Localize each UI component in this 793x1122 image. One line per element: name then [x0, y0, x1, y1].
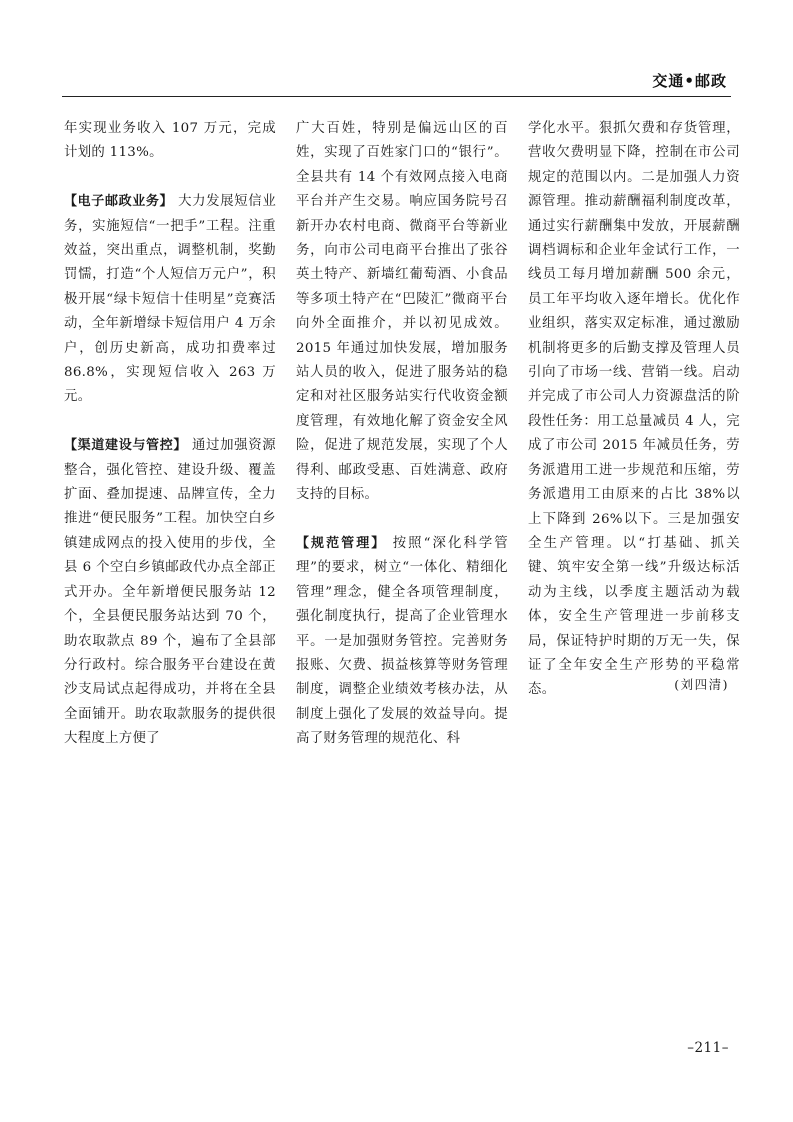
paragraph: [528, 117, 740, 703]
paragraph-text: 大力发展短信业务，实施短信“一把手”工程。注重效益，突出重点，调整机制，奖勤罚懦，打造“个人短信万元户”，积极开展“绿卡短信十佳明星”竞赛活动，全年新增绿卡短信用户 4 万余户，创历史新高，成功扣费率过 86.8%，实现短信收入 263 万元。: [64, 194, 277, 405]
header-divider: [62, 96, 731, 97]
page-number: –211–: [687, 1040, 729, 1056]
paragraph: [64, 434, 276, 751]
paragraph: [296, 117, 508, 508]
text-column-3: [528, 117, 740, 703]
text-column-2: [296, 117, 508, 752]
paragraph-text: 通过加强资源整合，强化管控、建设升级、覆盖扩面、叠加提速、品牌宣传，全力推进“便民服务”工程。加快空白乡镇建成网点的投入使用的步伐，全县 6 个空白乡镇邮政代办点全部正式开办。全年新增便民服务站 12 个，全县便民服务站达到 70 个，助农取款点 89 个，遍布了全县部分行政村。综合服务平台建设在黄沙支局试点起得成功，并将在全县全面铺开。助农取款服务的提供很大程度上方便了: [64, 438, 276, 747]
paragraph-text: 年实现业务收入 107 万元，完成计划的 113%。: [64, 121, 276, 161]
paragraph-text: 广大百姓，特别是偏远山区的百姓，实现了百姓家门口的“银行”。全县共有 14 个有效网点接入电商平台并产生交易。响应国务院号召新开办农村电商、微商平台等新业务，向市公司电商平台推出了张谷英土特产、新墙红葡萄酒、小食品等多项土特产在“巴陵汇”微商平台向外全面推介，并以初见成效。2015 年通过加快发展，增加服务站人员的收入，促进了服务站的稳定和对社区服务站实行代收资金额度管理，有效地化解了资金安全风险，促进了规范发展，实现了个人得利、邮政受惠、百姓满意、政府支持的目标。: [296, 121, 508, 503]
paragraph: [64, 190, 276, 410]
paragraph-text: 按照“深化科学管理”的要求，树立“一体化、精细化管理”理念，健全各项管理制度，强化制度执行，提高了企业管理水平。一是加强财务管控。完善财务报账、欠费、损益核算等财务管理制度，调整企业绩效考核办法，从制度上强化了发展的效益导向。提高了财务管理的规范化、科: [296, 535, 508, 747]
paragraph: [64, 117, 276, 166]
section-title: 交通•邮政: [652, 72, 727, 90]
author-credit: (刘四清): [674, 677, 729, 692]
text-column-1: [64, 117, 276, 752]
paragraph-text: 学化水平。狠抓欠费和存货管理，营收欠费明显下降，控制在市公司规定的范围以内。二是加强人力资源管理。推动薪酬福利制度改革，通过实行薪酬集中发放，开展薪酬调档调标和企业年金试行工作，一线员工每月增加薪酬 500 余元，员工年平均收入逐年增长。优化作业组织，落实双定标准，通过激励机制将更多的后勤支撑及管理人员引向了市场一线、营销一线。启动并完成了市公司人力资源盘活的阶段性任务：用工总量减员 4 人，完成了市公司 2015 年减员任务，劳务派遣用工进一步规范和压缩，劳务派遣用工由原来的占比 38%以上下降到 26%以下。三是加强安全生产管理。以“打基础、抓关键、筑牢安全第一线”升级达标活动为主线，以季度主题活动为载体，安全生产管理进一步前移支局，保证特护时期的万无一失，保证了全年安全生产形势的平稳常态。: [528, 121, 740, 698]
paragraph: [296, 532, 508, 752]
section-keyword: 【渠道建设与管控】: [64, 438, 188, 454]
section-keyword: 【电子邮政业务】: [64, 194, 174, 210]
section-keyword: 【规范管理】: [296, 535, 387, 551]
